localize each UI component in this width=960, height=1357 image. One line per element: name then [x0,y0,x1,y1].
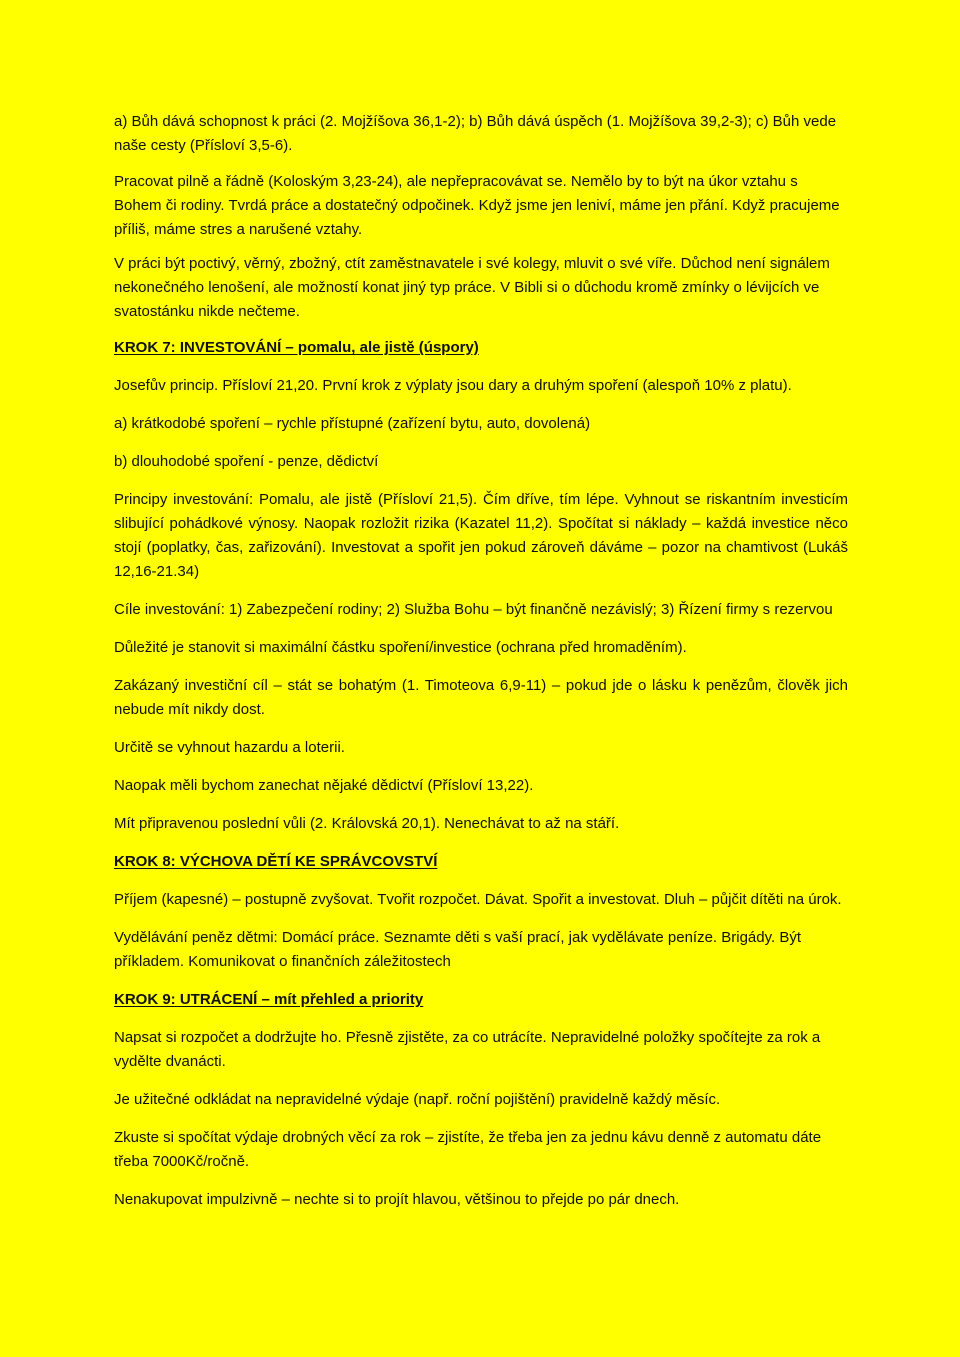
paragraph-work-honesty: V práci být poctivý, věrný, zbožný, ctít zaměstnavatele i své kolegy, mluvit o své víře. Důchod není signálem nekonečného lenošení, ale možností konat jiný typ práce. V Bibli si o důchodu kromě zmínky o lévijcích ve svatostánku nikde nečteme. [114,255,830,320]
paragraph-long-term-saving: b) dlouhodobé spoření - penze, dědictví [114,453,379,470]
paragraph-children-earning: Vydělávání peněz dětmi: Domácí práce. Seznamte děti s vaší prací, jak vydělávate peníze. Brigády. Být příkladem. Komunikovat o finančních záležitostech [114,929,802,970]
paragraph-small-expenses: Zkuste si spočítat výdaje drobných věcí za rok – zjistíte, že třeba jen za jednu kávu denně z automatu dáte třeba 7000Kč/ročně. [114,1129,822,1170]
paragraph-inheritance: Naopak měli bychom zanechat nějaké dědictví (Přísloví 13,22). [114,777,534,794]
heading-step-8: KROK 8: VÝCHOVA DĚTÍ KE SPRÁVCOVSTVÍ [114,853,438,870]
paragraph-maximum-amount: Důležité je stanovit si maximální částku spoření/investice (ochrana před hromaděním). [114,639,687,656]
paragraph-avoid-gambling: Určitě se vyhnout hazardu a loterii. [114,739,345,756]
paragraph-pocket-money: Příjem (kapesné) – postupně zvyšovat. Tvořit rozpočet. Dávat. Spořit a investovat. Dluh – půjčit dítěti na úrok. [114,891,842,908]
paragraph-work-diligence: Pracovat pilně a řádně (Koloským 3,23-24), ale nepřepracovávat se. Nemělo by to být na úkor vztahu s Bohem či rodiny. Tvrdá práce a dostatečný odpočinek. Když jsme jen leniví, máme jen přání. Když pracujeme příliš, máme stres a narušené vztahy. [114,173,840,238]
paragraph-investment-goals: Cíle investování: 1) Zabezpečení rodiny; 2) Služba Bohu – být finančně nezávislý; 3) Řízení firmy s rezervou [114,601,833,618]
paragraph-joseph-principle: Josefův princip. Přísloví 21,20. První krok z výplaty jsou dary a druhým spoření (alespoň 10% z platu). [114,377,792,394]
heading-step-9: KROK 9: UTRÁCENÍ – mít přehled a priority [114,991,424,1008]
paragraph-impulse-buying: Nenakupovat impulzivně – nechte si to projít hlavou, většinou to přejde po pár dnech. [114,1191,680,1208]
paragraph-work-blessings: a) Bůh dává schopnost k práci (2. Mojžíšova 36,1-2); b) Bůh dává úspěch (1. Mojžíšova 39,2-3); c) Bůh vede naše cesty (Přísloví 3,5-6). [114,113,837,154]
paragraph-budget: Napsat si rozpočet a dodržujte ho. Přesně zjistěte, za co utrácíte. Nepravidelné položky spočítejte za rok a vydělte dvanácti. [114,1029,821,1070]
heading-step-7: KROK 7: INVESTOVÁNÍ – pomalu, ale jistě (úspory) [114,339,479,356]
paragraph-last-will: Mít připravenou poslední vůli (2. Královská 20,1). Nenechávat to až na stáří. [114,815,620,832]
paragraph-irregular-expenses: Je užitečné odkládat na nepravidelné výdaje (např. roční pojištění) pravidelně každý měsíc. [114,1091,721,1108]
paragraph-forbidden-goal: Zakázaný investiční cíl – stát se bohatým (1. Timoteova 6,9-11) – pokud jde o lásku k penězům, člověk jich nebude mít nikdy dost. [114,677,848,718]
paragraph-short-term-saving: a) krátkodobé spoření – rychle přístupné (zařízení bytu, auto, dovolená) [114,415,591,432]
document-body [114,110,848,1212]
paragraph-investment-principles: Principy investování: Pomalu, ale jistě (Přísloví 21,5). Čím dříve, tím lépe. Vyhnout se riskantním investicím slibující pohádkové výnosy. Naopak rozložit rizika (Kazatel 11,2). Spočítat si náklady – každá investice něco stojí (poplatky, čas, zařizování). Investovat a spořit jen pokud zároveň dáváme – pozor na chamtivost (Lukáš 12,16-21.34) [114,491,848,580]
